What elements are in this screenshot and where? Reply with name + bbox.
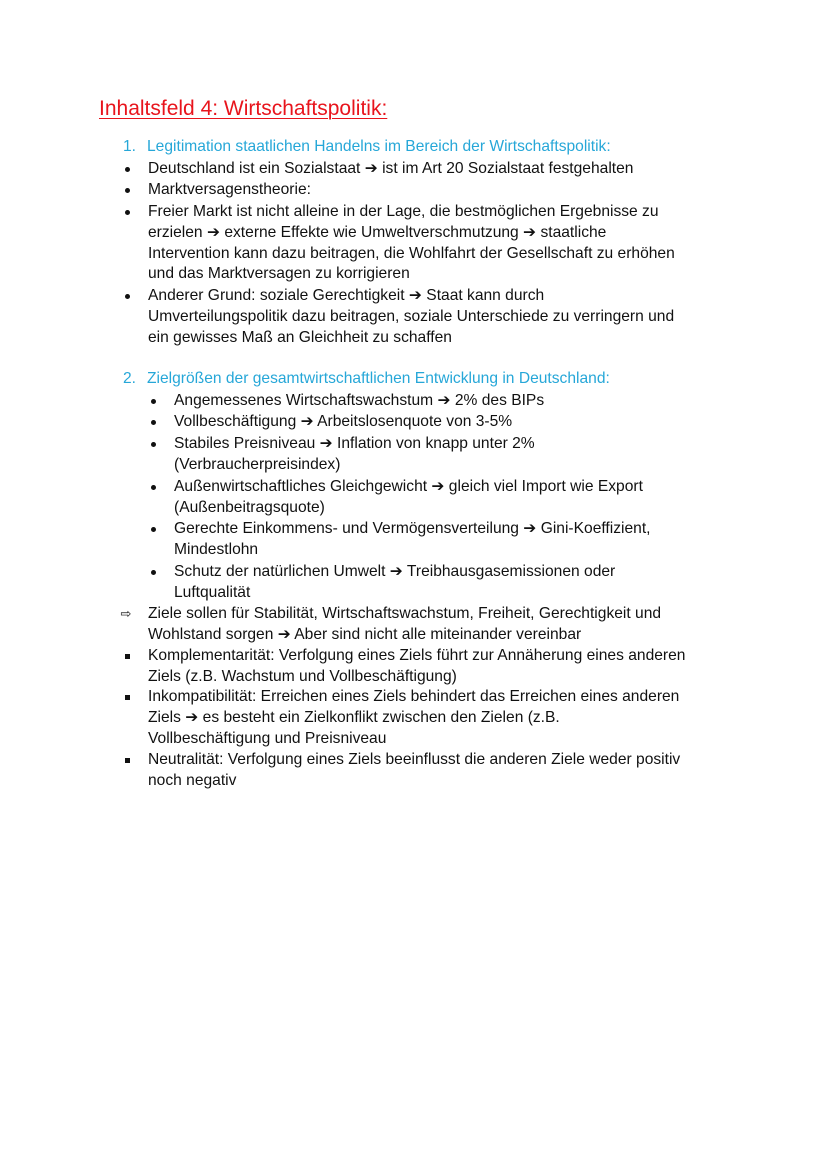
item-line: ein gewisses Maß an Gleichheit zu schaffen: [148, 328, 452, 346]
item-line: noch negativ: [148, 771, 237, 789]
hollow-arrow-icon: ⇨: [120, 606, 132, 621]
page-title: Inhaltsfeld 4: Wirtschaftspolitik:: [99, 97, 388, 120]
item-line: Ziels ➔ es besteht ein Zielkonflikt zwischen den Zielen (z.B.: [148, 708, 560, 726]
item-line: Außenwirtschaftliches Gleichgewicht ➔ gleich viel Import wie Export: [174, 478, 643, 495]
item-line: Stabiles Preisniveau ➔ Inflation von knapp unter 2%: [174, 435, 535, 452]
list-item: [148, 159, 633, 180]
item-line: Wohlstand sorgen ➔ Aber sind nicht alle miteinander vereinbar: [148, 625, 582, 643]
item-line: (Verbraucherpreisindex): [174, 455, 341, 473]
item-line: Ziele sollen für Stabilität, Wirtschaftswachstum, Freiheit, Gerechtigkeit und: [148, 605, 662, 622]
item-line: Vollbeschäftigung ➔ Arbeitslosenquote von 3-5%: [174, 413, 513, 430]
item-line: Angemessenes Wirtschaftswachstum ➔ 2% des BIPs: [174, 392, 545, 409]
item-line: Anderer Grund: soziale Gerechtigkeit ➔ Staat kann durch: [148, 287, 545, 304]
section-1-number: 1.: [123, 138, 137, 155]
conclusion-item: [120, 604, 662, 646]
section-1-heading-text: Legitimation staatlichen Handelns im Bereich der Wirtschaftspolitik:: [147, 138, 611, 155]
list-item: [148, 180, 311, 201]
item-line: Vollbeschäftigung und Preisniveau: [148, 729, 387, 747]
relation-item-incompatibility: [148, 687, 679, 749]
item-line: und das Marktversagen zu korrigieren: [148, 265, 410, 283]
list-item: [148, 286, 674, 348]
item-line: Gerechte Einkommens- und Vermögensverteilung ➔ Gini-Koeffizient,: [174, 520, 651, 537]
item-line: Deutschland ist ein Sozialstaat ➔ ist im Art 20 Sozialstaat festgehalten: [148, 160, 634, 177]
section-2-heading-text: Zielgrößen der gesamtwirtschaftlichen Entwicklung in Deutschland:: [147, 370, 610, 387]
item-line: Ziels (z.B. Wachstum und Vollbeschäftigung): [148, 667, 457, 685]
item-line: Neutralität: Verfolgung eines Ziels beeinflusst die anderen Ziele weder positiv: [148, 751, 681, 768]
item-line: Inkompatibilität: Erreichen eines Ziels behindert das Erreichen eines anderen: [148, 688, 680, 705]
list-item: [148, 202, 675, 285]
item-line: Mindestlohn: [174, 540, 259, 558]
relation-item-complementarity: [148, 646, 685, 688]
list-item: [174, 477, 643, 519]
section-1-heading: [123, 138, 611, 156]
item-line: Schutz der natürlichen Umwelt ➔ Treibhausgasemissionen oder: [174, 563, 616, 580]
item-line: Umverteilungspolitik dazu beitragen, soziale Unterschiede zu verringern und: [148, 307, 675, 325]
list-item: [174, 434, 535, 476]
relation-item-neutrality: [148, 750, 680, 792]
list-item: [174, 519, 651, 561]
item-line: (Außenbeitragsquote): [174, 498, 325, 516]
list-item: [174, 412, 512, 433]
item-line: Komplementarität: Verfolgung eines Ziels führt zur Annäherung eines anderen: [148, 647, 686, 664]
list-item: [174, 562, 615, 604]
item-line: Marktversagenstheorie:: [148, 181, 311, 198]
item-line: erzielen ➔ externe Effekte wie Umweltverschmutzung ➔ staatliche: [148, 223, 607, 241]
section-2-heading: [123, 370, 610, 388]
item-line: Intervention kann dazu beitragen, die Wohlfahrt der Gesellschaft zu erhöhen: [148, 244, 675, 262]
section-2-number: 2.: [123, 370, 137, 387]
item-line: Freier Markt ist nicht alleine in der Lage, die bestmöglichen Ergebnisse zu: [148, 203, 659, 220]
list-item: [174, 391, 544, 412]
item-line: Luftqualität: [174, 583, 251, 601]
